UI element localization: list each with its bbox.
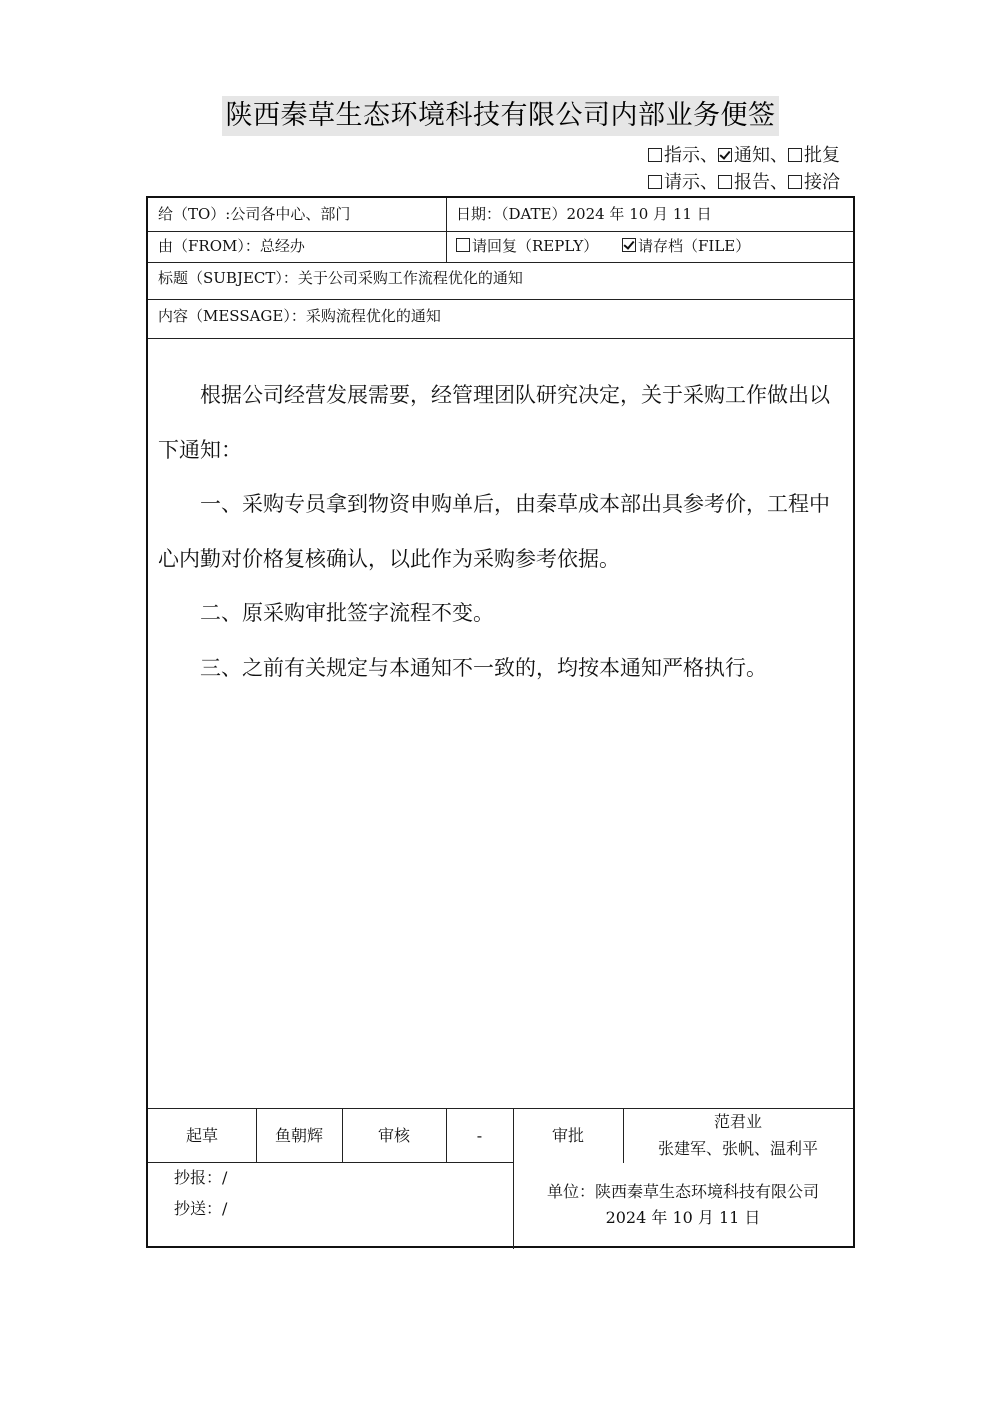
memo-body — [158, 368, 848, 695]
memo-type-row-2 — [600, 171, 840, 195]
divider — [148, 1162, 513, 1163]
reply-checkbox[interactable]: 请回复（REPLY） — [456, 236, 598, 256]
memo-frame — [146, 196, 855, 1248]
divider — [148, 338, 853, 339]
checkbox-checked-icon — [622, 238, 636, 252]
type-option-report[interactable]: 报告、 — [718, 172, 788, 193]
checkbox-icon — [648, 175, 662, 189]
body-paragraph: 根据公司经营发展需要，经管理团队研究决定，关于采购工作做出以下通知： — [158, 383, 830, 462]
unit-name: 单位：陕西秦草生态环境科技有限公司 — [546, 1182, 819, 1201]
review-name: - — [476, 1126, 483, 1145]
checkbox-icon — [648, 148, 662, 162]
checkbox-icon — [718, 175, 732, 189]
report-to-field: 抄报：/ — [174, 1168, 228, 1187]
approve-name-primary: 范君业 — [713, 1112, 762, 1131]
unit-date: 2024 年 10 月 11 日 — [605, 1208, 761, 1227]
approve-label: 审批 — [551, 1126, 584, 1145]
type-option-reply[interactable]: 批复 — [788, 145, 840, 166]
send-to-field: 抄送：/ — [174, 1199, 228, 1218]
review-label: 审核 — [377, 1126, 410, 1145]
divider — [148, 262, 853, 263]
checkbox-icon — [788, 148, 802, 162]
memo-type-row-1 — [600, 144, 840, 168]
type-option-liaison[interactable]: 接洽 — [788, 172, 840, 193]
checkbox-icon — [456, 238, 470, 252]
subject-field: 标题（SUBJECT）：关于公司采购工作流程优化的通知 — [158, 269, 523, 287]
divider — [148, 1108, 853, 1109]
message-field: 内容（MESSAGE）：采购流程优化的通知 — [158, 307, 441, 325]
to-field: 给（TO）:公司各中心、部门 — [158, 205, 351, 223]
memo-title: 陕西秦草生态环境科技有限公司内部业务便签 — [222, 96, 779, 136]
divider — [446, 198, 447, 263]
from-field: 由（FROM）：总经办 — [158, 237, 305, 255]
divider — [148, 231, 853, 232]
body-paragraph: 一、采购专员拿到物资申购单后，由秦草成本部出具参考价，工程中心内勤对价格复核确认，以此作为采购参考依据。 — [158, 492, 830, 571]
draft-label: 起草 — [185, 1126, 218, 1145]
type-option-notice[interactable]: 通知、 — [718, 145, 788, 166]
date-field: 日期：（DATE）2024 年 10 月 11 日 — [456, 205, 712, 223]
file-checkbox[interactable]: 请存档（FILE） — [622, 236, 750, 256]
divider — [148, 299, 853, 300]
type-option-instruction[interactable]: 指示、 — [648, 145, 718, 166]
checkbox-checked-icon — [718, 148, 732, 162]
approve-name-secondary: 张建军、张帆、温利平 — [657, 1139, 818, 1158]
body-paragraph: 三、之前有关规定与本通知不一致的，均按本通知严格执行。 — [200, 655, 767, 680]
checkbox-icon — [788, 175, 802, 189]
body-paragraph: 二、原采购审批签字流程不变。 — [200, 601, 494, 625]
draft-name: 鱼朝辉 — [274, 1126, 323, 1145]
type-option-request[interactable]: 请示、 — [648, 172, 718, 193]
